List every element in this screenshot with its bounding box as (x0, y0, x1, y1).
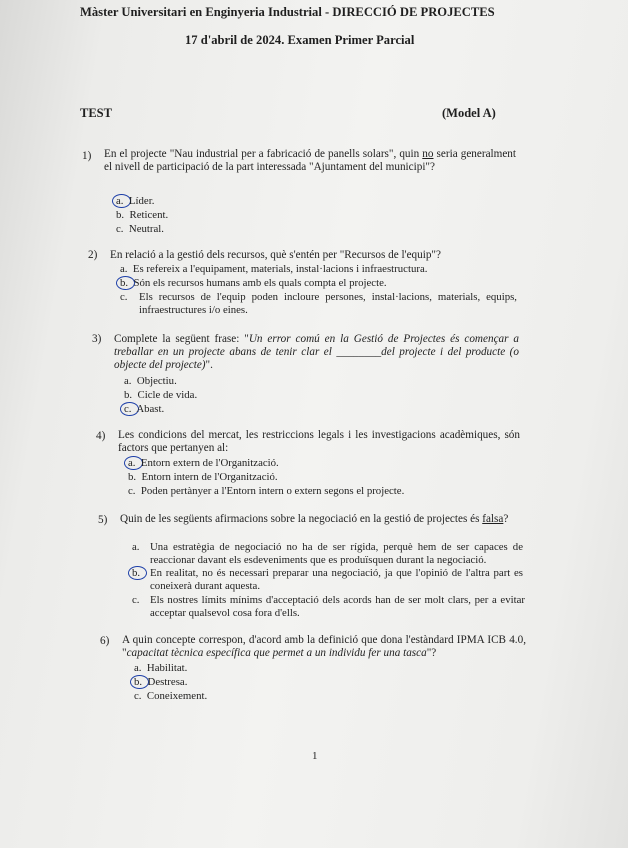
question-text-part: "? (426, 647, 437, 659)
question-text-part: Quin de les següents afirmacions sobre la negociació en la gestió de projectes és (120, 513, 483, 525)
question-number: 2) (88, 249, 98, 261)
question-number: 3) (92, 333, 102, 345)
option-a[interactable]: a. Habilitat. (134, 662, 188, 674)
question-number: 6) (100, 635, 110, 647)
exam-header-date: 17 d'abril de 2024. Examen Primer Parcial (185, 33, 415, 47)
option-a-letter[interactable]: a. (132, 541, 140, 553)
option-b[interactable]: b. Reticent. (116, 209, 169, 221)
option-b-letter[interactable]: b. (132, 567, 141, 579)
option-b[interactable]: b. Destresa. (134, 676, 188, 688)
option-b[interactable]: b. Entorn intern de l'Organització. (128, 471, 278, 483)
option-c[interactable]: c. Coneixement. (134, 690, 208, 702)
question-text-underlined: falsa (482, 513, 504, 525)
option-c[interactable]: Els nostres límits mínims d'acceptació dels acords han de ser molt clars, per a evitar acceptar qualsevol cosa fora d'ells. (150, 594, 525, 619)
question-text-underlined: no (422, 148, 434, 160)
option-c-letter[interactable]: c. (120, 291, 128, 303)
question-text-part: seria generalment el nivell de participació de la part interessada "Ajuntament del municipi"? (104, 148, 517, 173)
question-text-part: ". (205, 359, 213, 371)
option-a[interactable]: Una estratègia de negociació no ha de ser rígida, perquè hem de ser capaces de reaccionar davant els esdeveniments que es produïsquen durant la negociació. (150, 541, 523, 566)
option-a[interactable]: a. Objectiu. (124, 375, 177, 387)
option-c[interactable]: c. Neutral. (116, 223, 164, 235)
page-number: 1 (312, 750, 318, 762)
option-b[interactable]: b. Són els recursos humans amb els quals compta el projecte. (120, 277, 387, 289)
option-a[interactable]: a. Entorn extern de l'Organització. (128, 457, 279, 469)
exam-header-title: Màster Universitari en Enginyeria Industrial - DIRECCIÓ DE PROJECTES (80, 5, 495, 19)
question-text-part: A quin concepte correspon, d'acord amb la definició que dona l'estàndard IPMA ICB 4.0, " (122, 634, 526, 659)
option-a[interactable]: a. Líder. (116, 195, 155, 207)
question-text (122, 634, 526, 660)
question-text: Les condicions del mercat, les restriccions legals i les investigacions acadèmiques, són factors que pertanyen al: (118, 429, 520, 454)
question-text-italic: capacitat tècnica específica que permet a un individu fer una tasca (126, 647, 427, 659)
question-text-part: En el projecte "Nau industrial per a fabricació de panells solars", quin (104, 148, 423, 160)
option-c[interactable]: Els recursos de l'equip poden incloure persones, instal·lacions, materials, equips, infraestructures i/o eines. (139, 291, 517, 316)
fill-in-blank: ________ (336, 346, 382, 358)
test-label: TEST (80, 106, 112, 120)
question-text-italic: Un error comú en la Gestió de Projectes és començar a treballar en un projecte abans de tenir clar el (114, 333, 519, 358)
option-b[interactable]: En realitat, no és necessari preparar una negociació, ja que l'opinió de l'altra part es coneixerà durant aquesta. (150, 567, 523, 592)
question-text: En relació a la gestió dels recursos, què s'entén per "Recursos de l'equip"? (110, 249, 441, 261)
question-text-italic: del projecte i del producte (o objecte del projecte) (114, 346, 520, 371)
question-text-part: ? (503, 513, 509, 525)
model-label: (Model A) (442, 106, 496, 120)
question-text (114, 333, 519, 372)
option-c[interactable]: c. Abast. (124, 403, 165, 415)
option-c[interactable]: c. Poden pertànyer a l'Entorn intern o extern segons el projecte. (128, 485, 405, 497)
option-b[interactable]: b. Cicle de vida. (124, 389, 198, 401)
option-c-letter[interactable]: c. (132, 594, 140, 606)
question-number: 4) (96, 430, 106, 442)
question-number: 1) (82, 150, 92, 162)
question-text-part: Complete la següent frase: " (114, 333, 249, 345)
question-text (120, 513, 522, 526)
question-number: 5) (98, 514, 108, 526)
option-a[interactable]: a. Es refereix a l'equipament, materials, instal·lacions i infraestructura. (120, 263, 428, 275)
question-text (104, 148, 516, 174)
